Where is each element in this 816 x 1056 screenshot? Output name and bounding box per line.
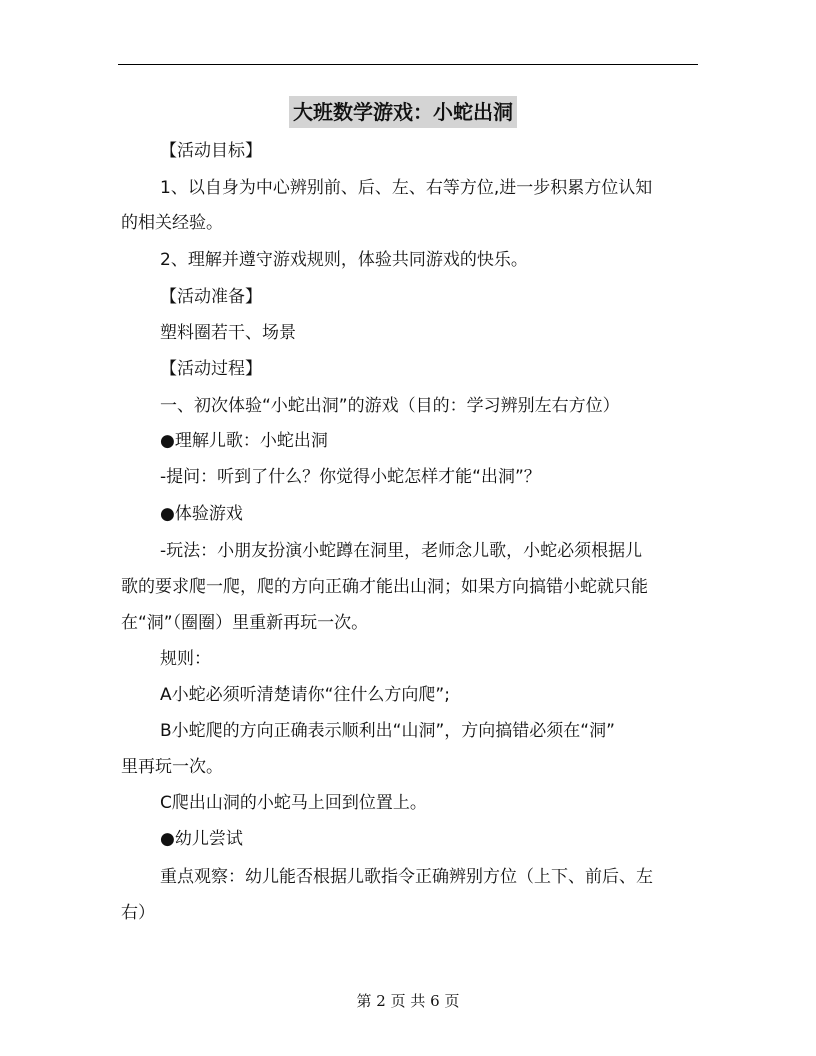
section-heading-goals: 【活动目标】 [160,141,262,161]
paragraph-line: 重点观察：幼儿能否根据儿歌指令正确辨别方位（上下、前后、左 [160,867,653,887]
paragraph-line: 右） [121,903,155,923]
rule-item: C爬出山洞的小蛇马上回到位置上。 [160,793,427,813]
paragraph-line: -玩法：小朋友扮演小蛇蹲在洞里，老师念儿歌，小蛇必须根据儿 [160,541,643,561]
section-heading-preparation: 【活动准备】 [160,287,262,307]
paragraph-line: 在“洞”（圈圈）里重新再玩一次。 [121,613,369,633]
paragraph-line: 规则： [160,649,211,669]
paragraph-line: 的相关经验。 [121,213,223,233]
paragraph-line: 塑料圈若干、场景 [160,323,296,343]
bullet-item: ●体验游戏 [160,504,243,524]
bullet-item: ●幼儿尝试 [160,829,243,849]
page-title: 大班数学游戏：小蛇出洞 [289,96,517,128]
paragraph-line: 2、理解并遵守游戏规则，体验共同游戏的快乐。 [160,250,528,270]
rule-item: B小蛇爬的方向正确表示顺利出“山洞”，方向搞错必须在“洞” [160,721,615,741]
paragraph-line: -提问：听到了什么？你觉得小蛇怎样才能“出洞”？ [160,467,541,487]
header-rule [118,64,698,65]
paragraph-line: 1、以自身为中心辨别前、后、左、右等方位,进一步积累方位认知 [160,178,653,198]
rule-item: A小蛇必须听清楚请你“往什么方向爬”; [160,685,450,705]
paragraph-line: 一、初次体验“小蛇出洞”的游戏（目的：学习辨别左右方位） [160,396,620,416]
bullet-item: ●理解儿歌：小蛇出洞 [160,431,328,451]
page-number: 第 2 页 共 6 页 [356,992,460,1010]
section-heading-process: 【活动过程】 [160,359,262,379]
paragraph-line: 里再玩一次。 [121,757,223,777]
paragraph-line: 歌的要求爬一爬，爬的方向正确才能出山洞；如果方向搞错小蛇就只能 [121,577,648,597]
